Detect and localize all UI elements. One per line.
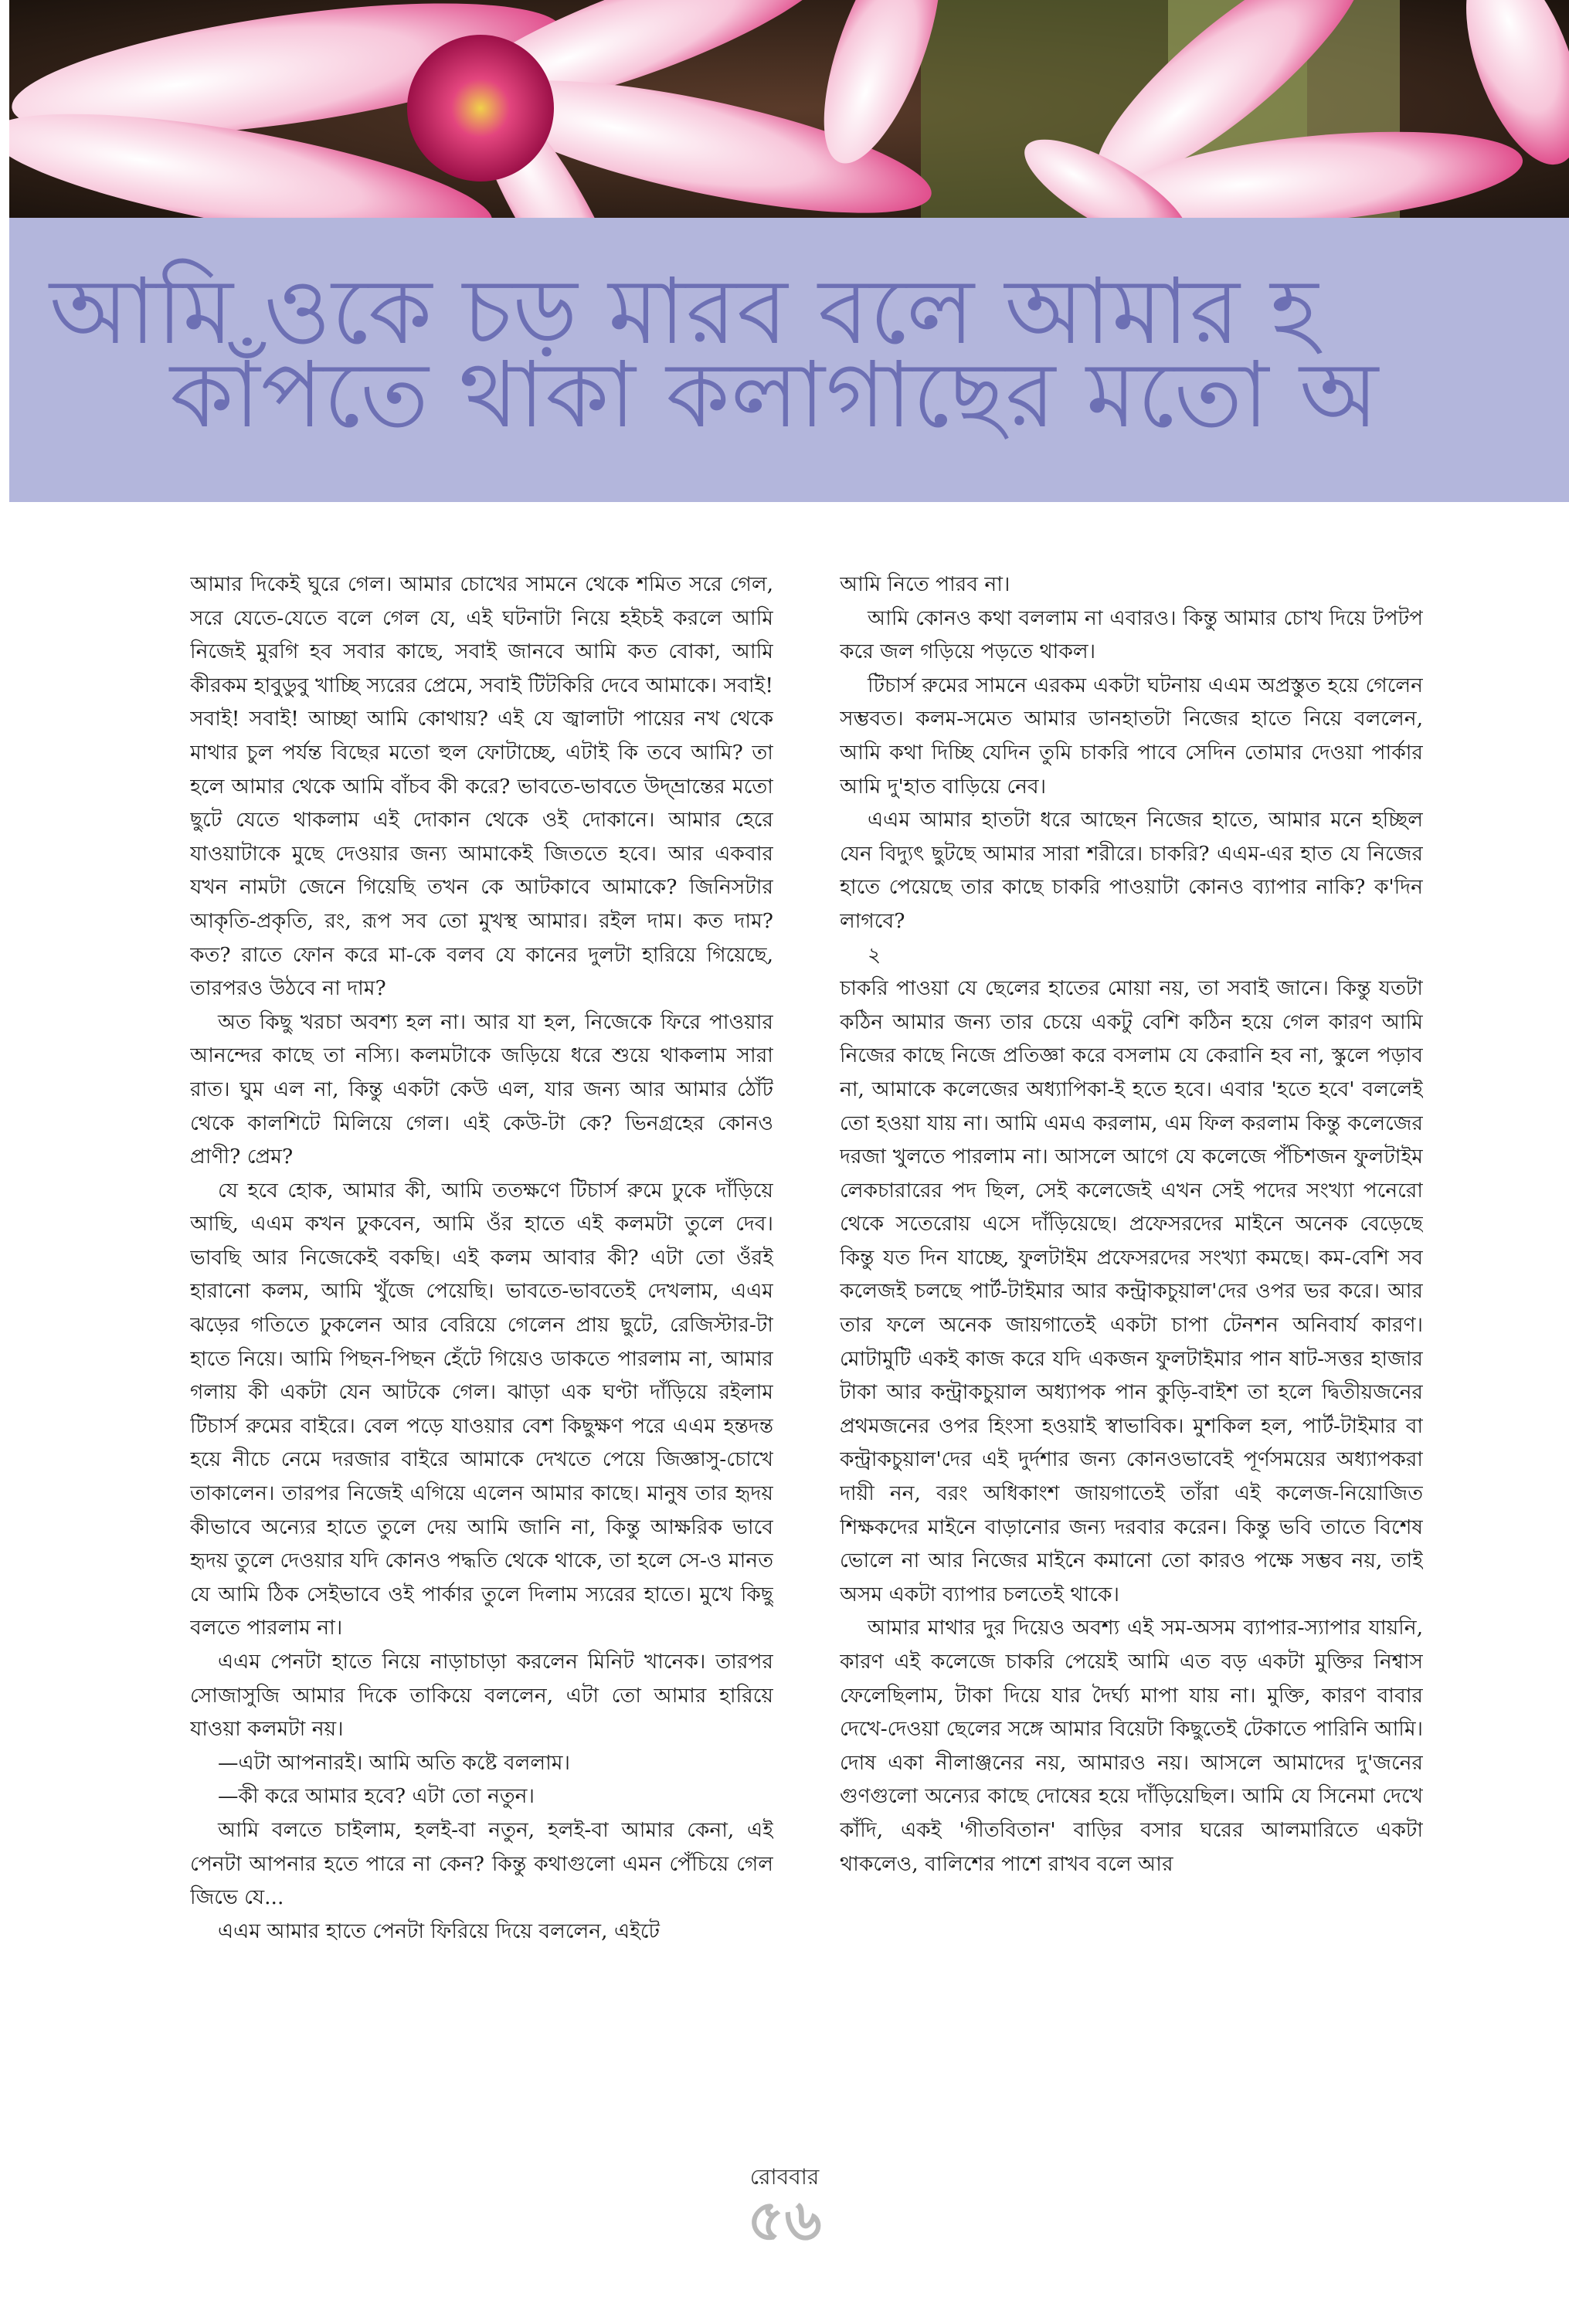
paragraph: আমি বলতে চাইলাম, হলই-বা নতুন, হলই-বা আমার কেনা, এই পেনটা আপনার হতে পারে না কেন? কিন্তু কথাগুলো এমন পেঁচিয়ে গেল জিভে যে...: [190, 1817, 773, 1910]
title-line-2: কাঁপতে থাকা কলাগাছের মতো ‌অ: [170, 341, 1380, 448]
left-column: [190, 568, 773, 2112]
paragraph: চাকরি পাওয়া যে ছেলের হাতের মোয়া নয়, তা সবাই জানে। কিন্তু যতটা কঠিন আমার জন্য তার চেয়ে একটু বেশি কঠিন হয়ে গেল কারণ আমি নিজের কাছে নিজে প্রতিজ্ঞা করে বসলাম যে কেরানি হব না, স্কুলে পড়াব না, আমাকে কলেজের অধ্যাপিকা-ই হতে হবে। এবার 'হতে হবে' বললেই তো হওয়া যায় না। আমি এমএ করলাম, এম ফিল করলাম কিন্তু কলেজের দরজা খুলতে পারলাম না। আসলে আগে যে কলেজে পঁচিশজন ফুলটাইম লেকচারারের পদ ছিল, সেই কলেজেই এখন সেই পদের সংখ্যা পনেরো থেকে সতেরোয় এসে দাঁড়িয়েছে। প্রফেসরদের মাইনে অনেক বেড়েছে কিন্তু যত দিন যাচ্ছে, ফুলটাইম প্রফেসরদের সংখ্যা কমছে। কম-বেশি সব কলেজই চলছে পার্ট-টাইমার আর কন্ট্রাকচুয়াল'দের ওপর ভর করে। আর তার ফলে অনেক জায়গাতেই একটা চাপা টেনশন অনিবার্য কারণ। মোটামুটি একই কাজ করে যদি একজন ফুলটাইমার পান ষাট-সত্তর হাজার টাকা আর কন্ট্রাকচুয়াল অধ্যাপক পান কুড়ি-বাইশ তা হলে দ্বিতীয়জনের প্রথমজনের ওপর হিংসা হওয়াই স্বাভাবিক। মুশকিল হল, পার্ট-টাইমার বা কন্ট্রাকচুয়াল'দের এই দুর্দশার জন্য কোনওভাবেই পূর্ণসময়ের অধ্যাপকরা দায়ী নন, বরং অধিকাংশ জায়গাতেই তাঁরা এই কলেজ-নিয়োজিত শিক্ষকদের মাইনে বাড়ানোর জন্য দরবার করেন। কিন্তু ভবি তাতে বিশেষ ভোলে না আর নিজের মাইনে কমানো তো কারও পক্ষে সম্ভব নয়, তাই অসম একটা ব্যাপার চলতেই থাকে।: [840, 976, 1423, 1606]
paragraph: যে হবে হোক, আমার কী, আমি ততক্ষণে টিচার্স রুমে ঢুকে দাঁড়িয়ে আছি, এএম কখন ঢুকবেন, আমি ওঁর হাতে এই কলমটা তুলে দেব। ভাবছি আর নিজেকেই বকছি। এই কলম আবার কী? এটা তো ওঁরই হারানো কলম, আমি খুঁজে পেয়েছি। ভাবতে-ভাবতেই দেখলাম, এএম ঝড়ের গতিতে ঢুকলেন আর বেরিয়ে গেলেন প্রায় ছুটে, রেজিস্টার-টা হাতে নিয়ে। আমি পিছন-পিছন হেঁটে গিয়েও ডাকতে পারলাম না, আমার গলায় কী একটা যেন আটকে গেল। ঝাড়া এক ঘণ্টা দাঁড়িয়ে রইলাম টিচার্স রুমের বাইরে। বেল পড়ে যাওয়ার বেশ কিছুক্ষণ পরে এএম হন্তদন্ত হয়ে নীচে নেমে দরজার বাইরে আমাকে দেখতে পেয়ে জিজ্ঞাসু-চোখে তাকালেন। তারপর নিজেই এগিয়ে এলেন আমার কাছে। মানুষ তার হৃদয় কীভাবে অন্যের হাতে তুলে দেয় আমি জানি না, কিন্তু আক্ষরিক ভাবে হৃদয় তুলে দেওয়ার যদি কোনও পদ্ধতি থেকে থাকে, তা হলে সে-ও মানত যে আমি ঠিক সেইভাবে ওই পার্কার তুলে দিলাম স্যরের হাতে। মুখে কিছু বলতে পারলাম না।: [190, 1178, 773, 1640]
dialogue-line: —এটা আপনারই। আমি অতি কষ্টে বললাম।: [218, 1750, 570, 1775]
header-flower-photo: [9, 0, 1569, 218]
section-number: ২: [868, 942, 881, 967]
paragraph: এএম আমার হাতটা ধরে আছেন নিজের হাতে, আমার মনে হচ্ছিল যেন বিদ্যুৎ ছুটছে আমার সারা শরীরে। চাকরি? এএম-এর হাত যে নিজের হাতে পেয়েছে তার কাছে চাকরি পাওয়াটা কোনও ব্যাপার নাকি? ক'দিন লাগবে?: [840, 808, 1423, 933]
title-line-1: আমি ওকে চড় মারব বলে আমার হ: [49, 258, 1319, 365]
paragraph: আমি কোনও কথা বললাম না এবারও। কিন্তু আমার চোখ দিয়ে টপটপ করে জল গড়িয়ে পড়তে থাকল।: [840, 606, 1423, 664]
paragraph: আমার মাথার দুর দিয়েও অবশ্য এই সম-অসম ব্যাপার-স্যাপার যায়নি, কারণ এই কলেজে চাকরি পেয়েই আমি এত বড় একটা মুক্তির নিশ্বাস ফেলেছিলাম, টাকা দিয়ে যার দৈর্ঘ্য মাপা যায় না। মুক্তি, কারণ বাবার দেখে-দেওয়া ছেলের সঙ্গে আমার বিয়েটা কিছুতেই টেকাতে পারিনি আমি। দোষ একা নীলাঞ্জনের নয়, আমারও নয়। আসলে আমাদের দু'জনের গুণগুলো অন্যের কাছে দোষের হয়ে দাঁড়িয়েছিল। আমি যে সিনেমা দেখে কাঁদি, একই 'গীতবিতান' বাড়ির বসার ঘরের আলমারিতে একটা থাকলেও, বালিশের পাশে রাখব বলে আর: [840, 1616, 1423, 1876]
dialogue-line: —কী করে আমার হবে? এটা তো নতুন।: [218, 1784, 535, 1809]
paragraph: আমি নিতে পারব না।: [840, 572, 1010, 596]
paragraph: এএম আমার হাতে পেনটা ফিরিয়ে দিয়ে বললেন, এইটে: [218, 1919, 660, 1943]
page-number: ৫৬: [747, 2187, 822, 2254]
title-band: [9, 218, 1569, 502]
paragraph: টিচার্স রুমের সামনে এরকম একটা ঘটনায় এএম অপ্রস্তুত হয়ে গেলেন সম্ভবত। কলম-সমেত আমার ডানহাতটা নিজের হাতে নিয়ে বললেন, আমি কথা দিচ্ছি যেদিন তুমি চাকরি পাবে সেদিন তোমার দেওয়া পার্কার আমি দু'হাত বাড়িয়ে নেব।: [840, 673, 1423, 799]
paragraph: আমার দিকেই ঘুরে গেল। আমার চোখের সামনে থেকে শমিত সরে গেল, সরে যেতে-যেতে বলে গেল যে, এই ঘটনাটা নিয়ে হইচই করলে আমি নিজেই মুরগি হব সবার কাছে, সবাই জানবে আমি কত বোকা, আমি কীরকম হাবুডুবু খাচ্ছি স্যরের প্রেমে, সবাই টিটকিরি দেবে আমাকে। সবাই! সবাই! সবাই! আচ্ছা আমি কোথায়? এই যে জ্বালাটা পায়ের নখ থেকে মাথার চুল পর্যন্ত বিছের মতো হুল ফোটাচ্ছে, এটাই কি তবে আমি? তা হলে আমার থেকে আমি বাঁচব কী করে? ভাবতে-ভাবতে উদ্‌ভ্রান্তের মতো ছুটে যেতে থাকলাম এই দোকান থেকে ওই দোকানে। আমার হেরে যাওয়াটাকে মুছে দেওয়ার জন্য আমাকেই জিততে হবে। আর একবার যখন নামটা জেনে গিয়েছি তখন কে আটকাবে আমাকে? জিনিসটার আকৃতি-প্রকৃতি, রং, রূপ সব তো মুখস্থ আমার। রইল দাম। কত দাম? কত? রাতে ফোন করে মা-কে বলব যে কানের দুলটা হারিয়ে গিয়েছে, তারপরও উঠবে না দাম?: [190, 572, 773, 1001]
magazine-name: রোববার: [749, 2164, 820, 2190]
paragraph: এএম পেনটা হাতে নিয়ে নাড়াচাড়া করলেন মিনিট খানেক। তারপর সোজাসুজি আমার দিকে তাকিয়ে বললেন, এটা তো আমার হারিয়ে যাওয়া কলমটা নয়।: [190, 1650, 773, 1742]
right-column: [840, 568, 1423, 2112]
paragraph: অত কিছু খরচা অবশ্য হল না। আর যা হল, নিজেকে ফিরে পাওয়ার আনন্দের কাছে তা নস্যি। কলমটাকে জড়িয়ে ধরে শুয়ে থাকলাম সারা রাত। ঘুম এল না, কিন্তু একটা কেউ এল, যার জন্য আর আমার ঠোঁট থেকে কালশিটে মিলিয়ে গেল। এই কেউ-টা কে? ভিনগ্রহের কোনও প্রাণী? প্রেম?: [190, 1009, 773, 1169]
